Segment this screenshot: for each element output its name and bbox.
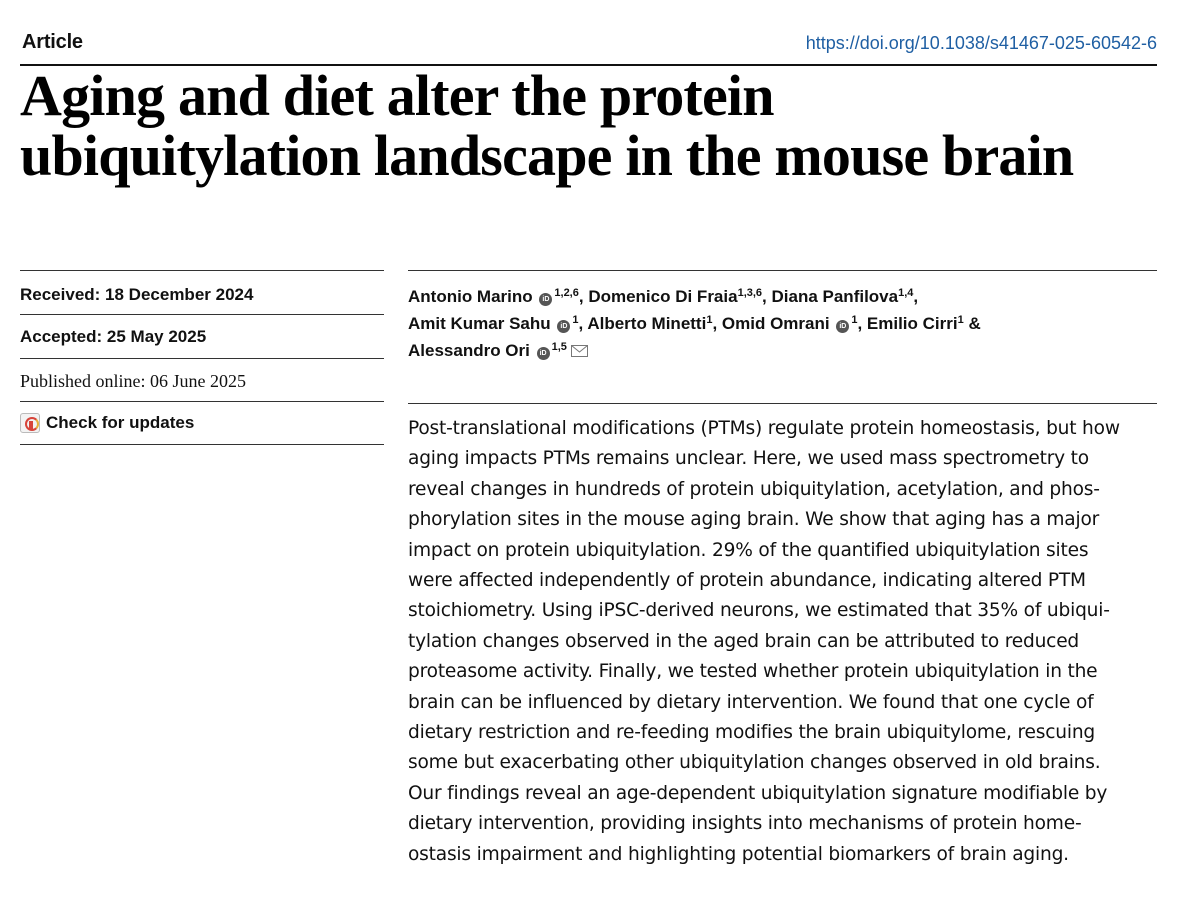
orcid-icon[interactable]: iD xyxy=(537,347,550,360)
affiliation-marker: 1,5 xyxy=(551,341,567,353)
doi-link[interactable]: https://doi.org/10.1038/s41467-025-60542-6 xyxy=(805,33,1157,53)
accepted-date: Accepted: 25 May 2025 xyxy=(20,327,207,346)
author[interactable] xyxy=(867,314,964,333)
abstract-line: stoichiometry. Using iPSC-derived neurons, we estimated that 35% of ubiqui- xyxy=(408,600,1110,622)
check-updates-row[interactable] xyxy=(20,401,384,445)
affiliation-marker: 1 xyxy=(851,314,858,326)
received-row xyxy=(20,270,384,314)
author[interactable] xyxy=(587,314,712,333)
abstract-line: ostasis impairment and highlighting potential biomarkers of brain aging. xyxy=(408,843,1069,865)
author-name: Amit Kumar Sahu xyxy=(408,314,551,333)
author-name: Domenico Di Fraia xyxy=(588,287,738,306)
published-date: Published online: 06 June 2025 xyxy=(20,371,246,391)
author[interactable] xyxy=(772,287,914,306)
author-separator: , xyxy=(913,287,919,306)
author[interactable] xyxy=(408,314,579,333)
affiliation-marker: 1 xyxy=(957,314,964,326)
author-separator: , xyxy=(762,287,772,306)
author-name: Diana Panfilova xyxy=(771,287,899,306)
author-name: Antonio Marino xyxy=(408,287,533,306)
abstract-line: brain can be influenced by dietary intervention. We found that one cycle of xyxy=(408,691,1094,713)
abstract-line: phorylation sites in the mouse aging brain. We show that aging has a major xyxy=(408,509,1100,531)
author-separator: , xyxy=(857,314,867,333)
affiliation-marker: 1,2,6 xyxy=(554,287,579,299)
author-separator: , xyxy=(578,314,588,333)
article-title xyxy=(20,63,1180,188)
abstract-line: aging impacts PTMs remains unclear. Here, we used mass spectrometry to xyxy=(408,448,1089,470)
check-updates-button[interactable] xyxy=(20,402,384,433)
abstract-line: tylation changes observed in the aged brain can be attributed to reduced xyxy=(408,630,1080,652)
article-type-label: Article xyxy=(22,31,83,53)
article-dates-panel xyxy=(20,270,384,445)
abstract-line: proteasome activity. Finally, we tested whether protein ubiquitylation in the xyxy=(408,661,1098,683)
received-date: Received: 18 December 2024 xyxy=(20,285,254,304)
author[interactable] xyxy=(408,341,567,360)
affiliation-marker: 1,4 xyxy=(898,287,914,299)
published-row xyxy=(20,358,384,401)
article-main-column xyxy=(408,270,1157,870)
check-updates-label: Check for updates xyxy=(46,413,195,432)
abstract-line: Post-translational modifications (PTMs) regulate protein homeostasis, but how xyxy=(408,418,1120,439)
author-name: Emilio Cirri xyxy=(866,314,958,333)
author-name: Omid Omrani xyxy=(721,314,830,333)
author-separator: & xyxy=(963,314,981,333)
abstract-line: dietary restriction and re-feeding modifies the brain ubiquitylome, rescuing xyxy=(408,722,1096,744)
email-icon[interactable] xyxy=(571,345,588,357)
title-line-1: Aging and diet alter the protein xyxy=(20,63,774,128)
author-name: Alberto Minetti xyxy=(587,314,707,333)
orcid-icon[interactable]: iD xyxy=(557,320,570,333)
check-updates-icon xyxy=(20,413,40,433)
author[interactable] xyxy=(408,287,579,306)
abstract-line: were affected independently of protein abundance, indicating altered PTM xyxy=(408,570,1086,592)
abstract-line: dietary intervention, providing insights into mechanisms of protein home- xyxy=(408,813,1082,835)
affiliation-marker: 1 xyxy=(572,314,579,326)
title-line-2: ubiquitylation landscape in the mouse brain xyxy=(20,123,1074,188)
abstract-line: some but exacerbating other ubiquitylation changes observed in old brains. xyxy=(408,752,1101,774)
author-list xyxy=(408,271,1157,364)
author-separator: , xyxy=(712,314,722,333)
abstract xyxy=(408,404,1157,870)
orcid-icon[interactable]: iD xyxy=(836,320,849,333)
affiliation-marker: 1 xyxy=(706,314,713,326)
abstract-line: reveal changes in hundreds of protein ubiquitylation, acetylation, and phos- xyxy=(408,478,1100,500)
author[interactable] xyxy=(588,287,762,306)
abstract-line: Our findings reveal an age-dependent ubiquitylation signature modifiable by xyxy=(408,782,1108,804)
orcid-icon[interactable]: iD xyxy=(539,293,552,306)
author[interactable] xyxy=(722,314,858,333)
abstract-line: impact on protein ubiquitylation. 29% of the quantified ubiquitylation sites xyxy=(408,539,1089,561)
accepted-row xyxy=(20,314,384,358)
affiliation-marker: 1,3,6 xyxy=(737,287,763,299)
author-separator: , xyxy=(578,287,589,306)
author-name: Alessandro Ori xyxy=(408,341,530,360)
